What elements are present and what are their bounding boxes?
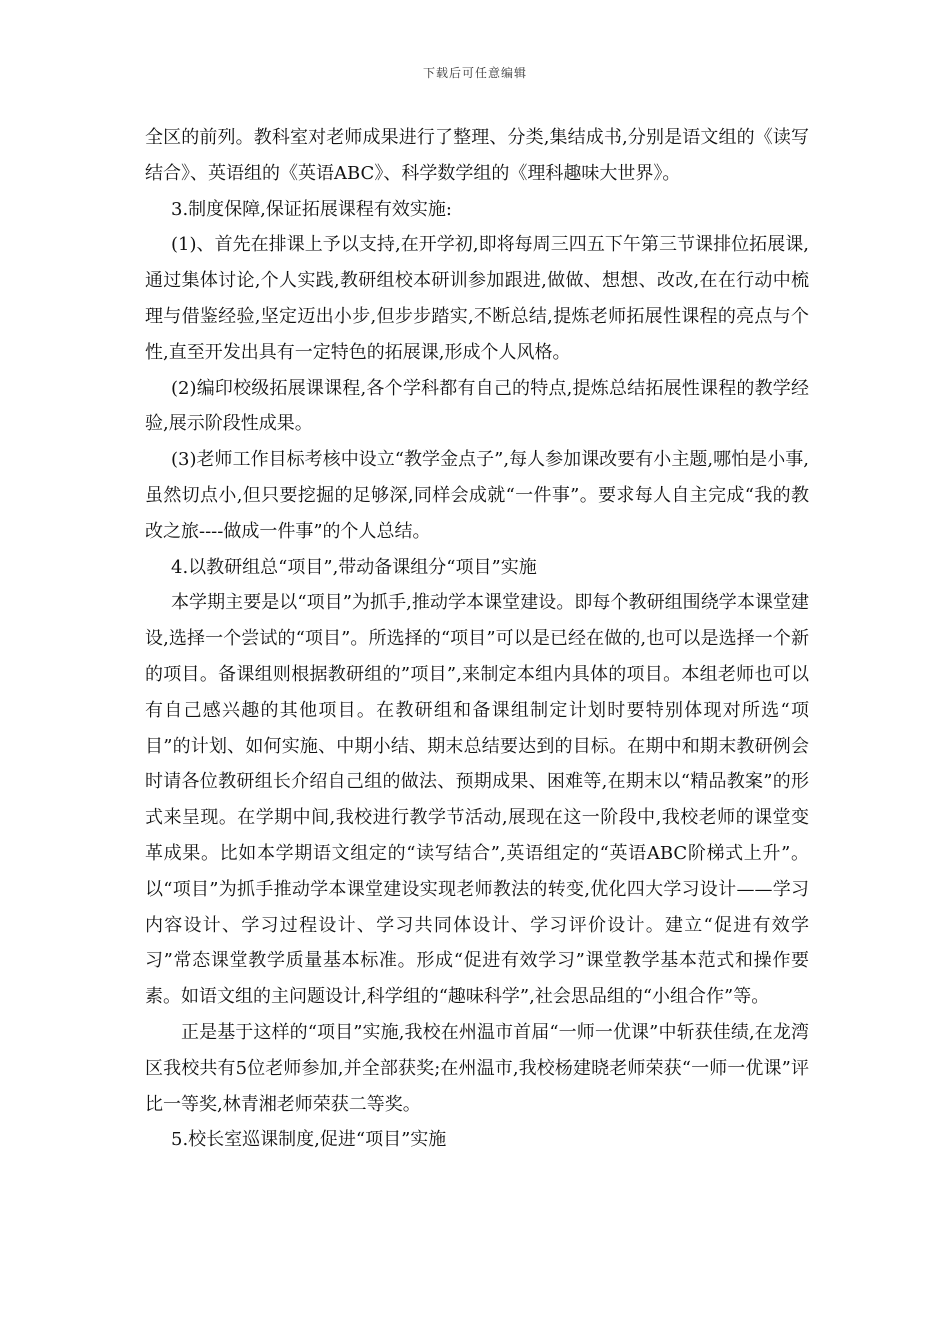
paragraph-results: 正是基于这样的“项目”实施,我校在州温市首届“一师一优课”中斩获佳绩,在龙湾区我校共有5位老师参加,并全部获奖;在州温市,我校杨建晓老师荣获“一师一优课”评比一等奖,林青湘老师荣获二等奖。	[145, 1021, 809, 1115]
paragraph-item-2: (2)编印校级拓展课课程,各个学科都有自己的特点,提炼总结拓展性课程的教学经验,展示阶段性成果。	[145, 377, 809, 435]
paragraph-continuation: 全区的前列。教科室对老师成果进行了整理、分类,集结成书,分别是语文组的《读写结合》、英语组的《英语ABC》、科学数学组的《理科趣味大世界》。	[145, 127, 809, 184]
paragraph-section-4-body: 本学期主要是以“项目”为抓手,推动学本课堂建设。即每个教研组围绕学本课堂建设,选择一个尝试的“项目”。所选择的“项目”可以是已经在做的,也可以是选择一个新的项目。备课组则根据教研组的”项目”,来制定本组内具体的项目。本组老师也可以有自己感兴趣的其他项目。在教研组和备课组制定计划时要特别体现对所选“项目”的计划、如何实施、中期小结、期末总结要达到的目标。在期中和期末教研例会时请各位教研组长介绍自己组的做法、预期成果、困难等,在期末以“精品教案”的形式来呈现。在学期中间,我校进行教学节活动,展现在这一阶段中,我校老师的课堂变革成果。比如本学期语文组定的“读写结合”,英语组定的“英语ABC阶梯式上升”。以“项目”为抓手推动学本课堂建设实现老师教法的转变,优化四大学习设计——学习内容设计、学习过程设计、学习共同体设计、学习评价设计。建立“促进有效学习”常态课堂教学质量基本标准。形成“促进有效学习”课堂教学基本范式和操作要素。如语文组的主问题设计,科学组的“趣味科学”,社会思品组的“小组合作”等。	[145, 592, 809, 1008]
paragraph-section-4-heading: 4.以教研组总“项目”,带动备课组分“项目”实施	[171, 556, 537, 578]
paragraph-item-3: (3)老师工作目标考核中设立“教学金点子”,每人参加课改要有小主题,哪怕是小事,虽然切点小,但只要挖掘的足够深,同样会成就“一件事”。要求每人自主完成“我的教改之旅----做成一件事”的个人总结。	[145, 449, 809, 542]
page-header: 下载后可任意编辑	[422, 66, 527, 80]
paragraph-section-3-heading: 3.制度保障,保证拓展课程有效实施:	[171, 198, 452, 220]
paragraph-section-5-heading: 5.校长室巡课制度,促进“项目”实施	[171, 1129, 447, 1151]
document-body	[145, 120, 809, 1158]
paragraph-item-1: (1)、首先在排课上予以支持,在开学初,即将每周三四五下午第三节课排位拓展课,通过集体讨论,个人实践,教研组校本研训参加跟进,做做、想想、改改,在在行动中梳理与借鉴经验,坚定迈出小步,但步步踏实,不断总结,提炼老师拓展性课程的亮点与个性,直至开发出具有一定特色的拓展课,形成个人风格。	[145, 234, 809, 363]
